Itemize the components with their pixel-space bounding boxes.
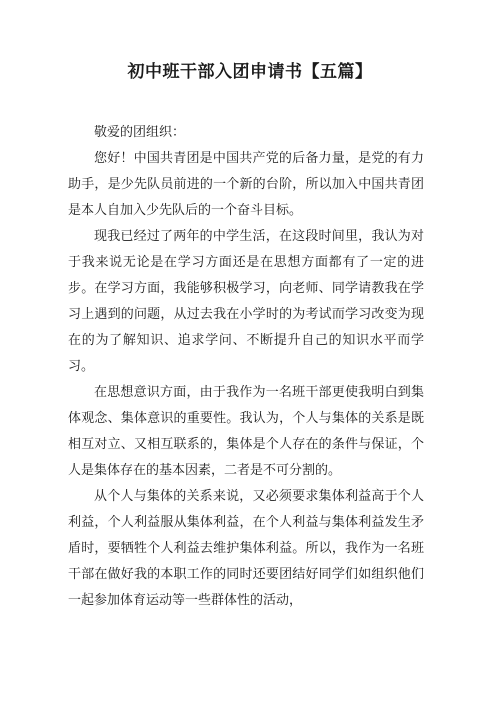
salutation: 敬爱的团组织：: [94, 125, 186, 140]
paragraph-4: 从个人与集体的关系来说，又必须要求集体利益高于个人利益，个人利益服从集体利益，在个人利益与集体利益发生矛盾时，要牺牲个人利益去维护集体利益。所以，我作为一名班干部在做好我的本职工作的同时还要团结好同学们如组织他们一起参加体育运动等一些群体性的活动，: [68, 489, 424, 608]
document-body: [68, 120, 424, 614]
document-title: 初中班干部入团申请书【五篇】: [127, 62, 373, 82]
paragraph-2: 现我已经过了两年的中学生活，在这段时间里，我认为对于我来说无论是在学习方面还是在思想方面都有了一定的进步。在学习方面，我能够积极学习，向老师、同学请教我在学习上遇到的问题，从过去我在小学时的为考试而学习改变为现在的为了解知识、追求学问、不断提升自己的知识水平而学习。: [68, 229, 424, 374]
paragraph-3: 在思想意识方面，由于我作为一名班干部更使我明白到集体观念、集体意识的重要性。我认为，个人与集体的关系是既相互对立、又相互联系的，集体是个人存在的条件与保证，个人是集体存在的基本因素，二者是不可分割的。: [68, 385, 424, 478]
paragraph-1: 您好！中国共青团是中国共产党的后备力量，是党的有力助手，是少先队员前进的一个新的台阶，所以加入中国共青团是本人自加入少先队后的一个奋斗目标。: [68, 151, 424, 218]
